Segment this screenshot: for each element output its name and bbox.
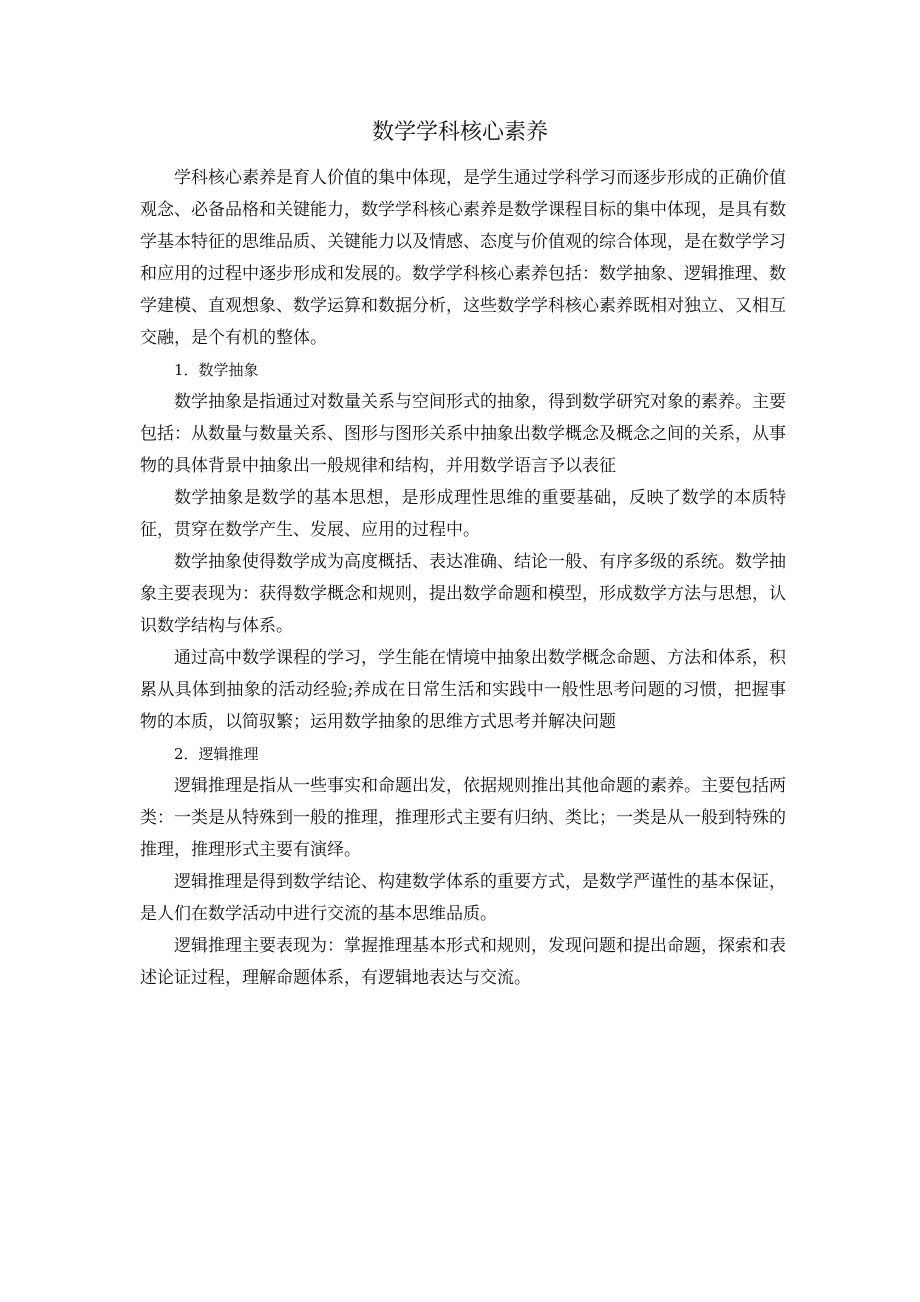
paragraph: 数学抽象使得数学成为高度概括、表达准确、结论一般、有序多级的系统。数学抽象主要表现为：获得数学概念和规则，提出数学命题和模型，形成数学方法与思想，认识数学结构与体系。 — [140, 552, 786, 636]
paragraph: 数学抽象是指通过对数量关系与空间形式的抽象，得到数学研究对象的素养。主要包括：从数量与数量关系、图形与图形关系中抽象出数学概念及概念之间的关系，从事物的具体背景中抽象出一般规律和结构，并用数学语言予以表征 — [140, 392, 786, 476]
section-heading-math-abstraction: 1．数学抽象 — [174, 361, 259, 379]
paragraph-intro: 学科核心素养是育人价值的集中体现，是学生通过学科学习而逐步形成的正确价值观念、必备品格和关键能力，数学学科核心素养是数学课程目标的集中体现，是具有数学基本特征的思维品质、关键能力以及情感、态度与价值观的综合体现，是在数学学习和应用的过程中逐步形成和发展的。数学学科核心素养包括：数学抽象、逻辑推理、数学建模、直观想象、数学运算和数据分析，这些数学学科核心素养既相对独立、又相互交融，是个有机的整体。 — [140, 168, 786, 348]
paragraph: 数学抽象是数学的基本思想，是形成理性思维的重要基础，反映了数学的本质特征，贯穿在数学产生、发展、应用的过程中。 — [140, 488, 786, 540]
document-body — [140, 162, 786, 994]
paragraph: 逻辑推理主要表现为：掌握推理基本形式和规则，发现问题和提出命题，探索和表述论证过程，理解命题体系，有逻辑地表达与交流。 — [140, 936, 786, 988]
document-title: 数学学科核心素养 — [371, 120, 548, 145]
paragraph: 逻辑推理是得到数学结论、构建数学体系的重要方式，是数学严谨性的基本保证，是人们在数学活动中进行交流的基本思维品质。 — [140, 872, 786, 924]
paragraph: 逻辑推理是指从一些事实和命题出发，依据规则推出其他命题的素养。主要包括两类：一类是从特殊到一般的推理，推理形式主要有归纳、类比；一类是从一般到特殊的推理，推理形式主要有演绎。 — [140, 776, 786, 860]
section-heading-logical-reasoning: 2．逻辑推理 — [174, 745, 259, 763]
paragraph: 通过高中数学课程的学习，学生能在情境中抽象出数学概念命题、方法和体系，积累从具体到抽象的活动经验;养成在日常生活和实践中一般性思考问题的习惯，把握事物的本质，以简驭繁；运用数学抽象的思维方式思考并解决问题 — [140, 648, 786, 732]
